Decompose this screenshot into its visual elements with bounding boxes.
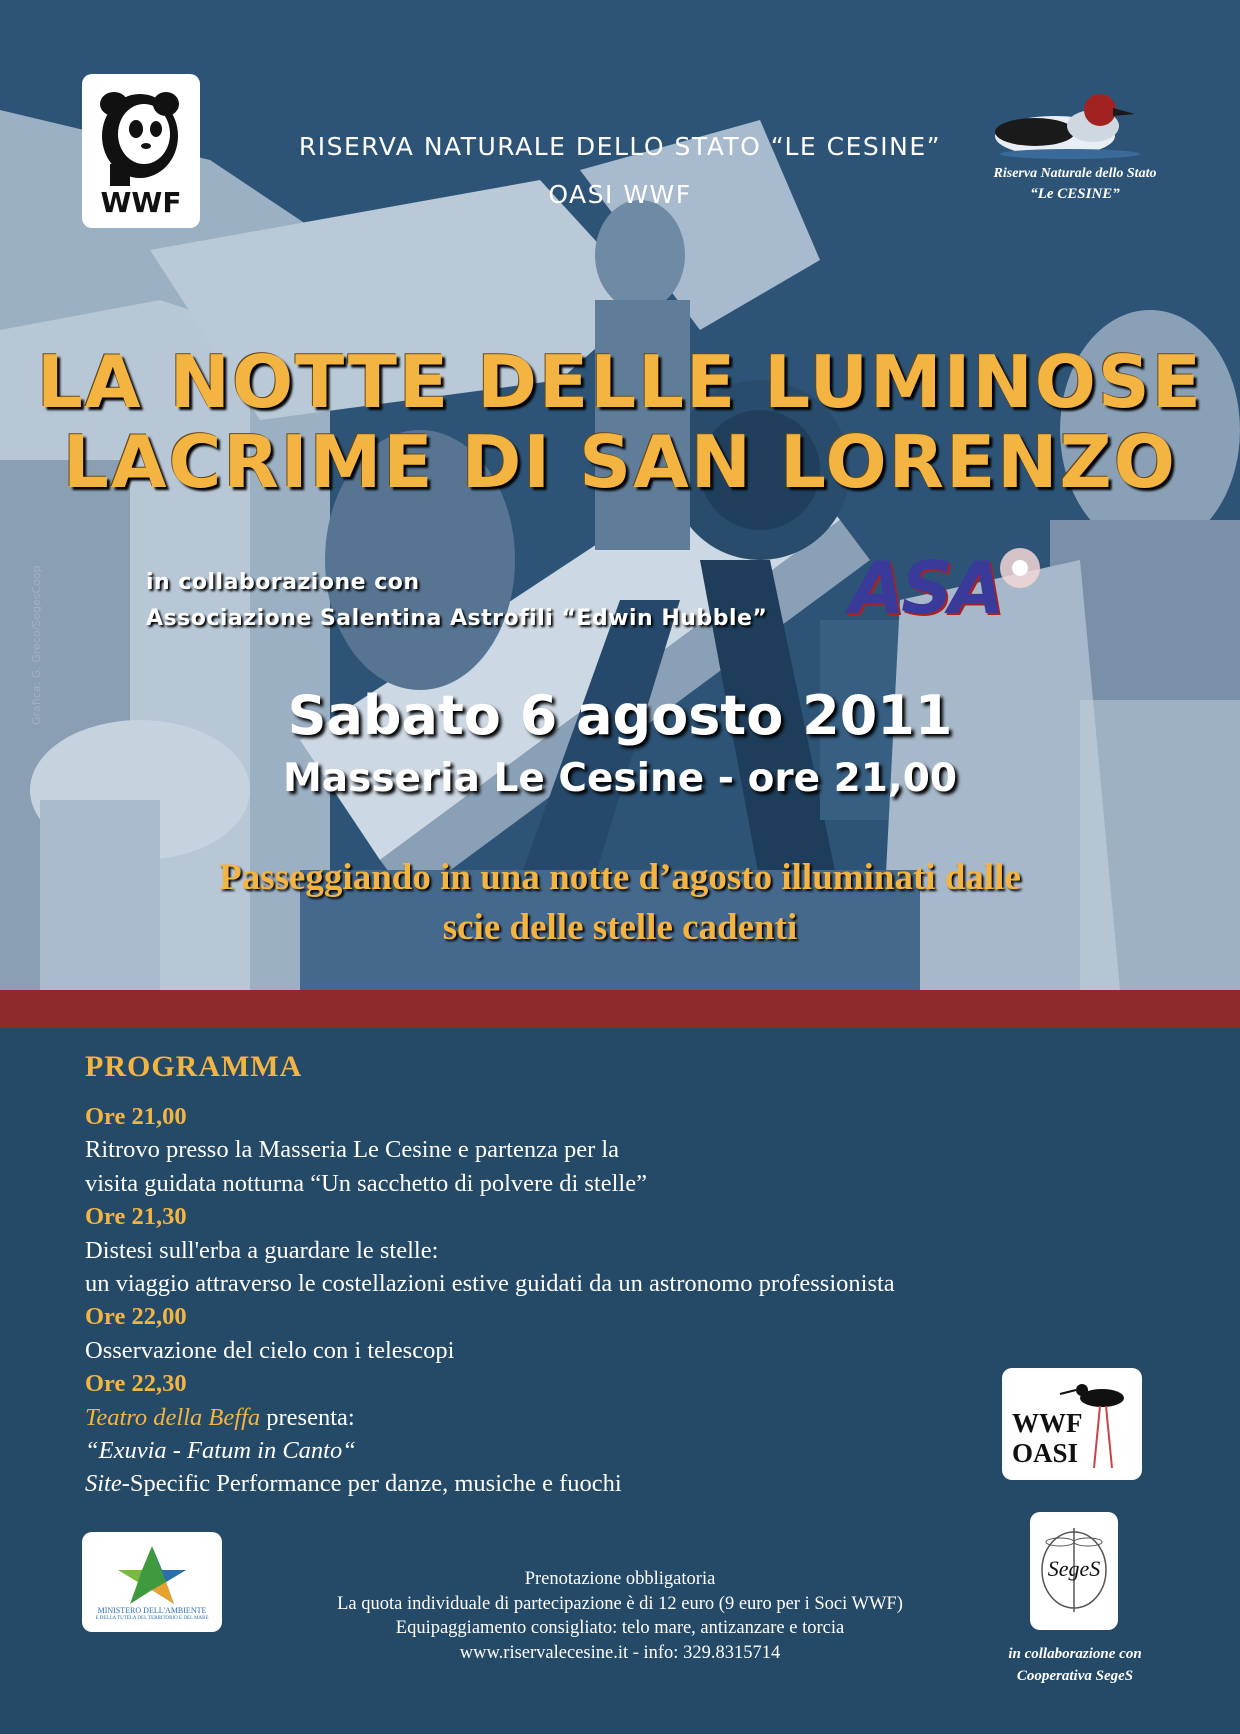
program-item-4-line-1 — [85, 1401, 895, 1434]
red-divider-band — [0, 990, 1240, 1028]
site-word: Site — [85, 1470, 122, 1498]
programma-list — [85, 1100, 895, 1501]
footer-contact: www.riservalecesine.it - info: 329.8315714 — [459, 1642, 781, 1663]
title-line-1: LA NOTTE DELLE LUMINOSE — [37, 340, 1203, 424]
asa-logo — [820, 540, 1050, 630]
footer-price: La quota individuale di partecipazione è di 12 euro (9 euro per i Soci WWF) — [337, 1593, 903, 1614]
program-item-4-show: “Exuvia - Fatum in Canto“ — [85, 1437, 356, 1465]
collaboration-line-2: Associazione Salentina Astrofili “Edwin Hubble” — [146, 606, 768, 631]
seges-credit-line-2: Cooperativa SegeS — [1016, 1668, 1134, 1684]
footer-equipment: Equipaggiamento consigliato: telo mare, antizanzare e torcia — [395, 1618, 845, 1638]
program-time-1: Ore 21,00 — [85, 1103, 187, 1130]
ministero-line-2: E DELLA TUTELA DEL TERRITORIO E DEL MARE — [95, 1616, 209, 1621]
reserve-logo — [975, 88, 1175, 208]
program-item-2-line-2: un viaggio attraverso le costellazioni estive guidati da un astronomo professionista — [85, 1270, 895, 1298]
performance-description: -Specific Performance per danze, musiche e fuochi — [121, 1470, 622, 1498]
event-date: Sabato 6 agosto 2011 — [287, 684, 953, 747]
header-line-2: OASI WWF — [548, 180, 692, 209]
program-item-3-line-1: Osservazione del cielo con i telescopi — [85, 1336, 455, 1364]
duck-icon — [975, 88, 1175, 168]
seges-logo — [1030, 1512, 1118, 1630]
theatre-company-name: Teatro della Beffa — [85, 1403, 261, 1431]
seges-logo-text: SegeS — [1047, 1556, 1101, 1581]
reserve-logo-line-2: “Le CESINE” — [1030, 186, 1120, 202]
graphic-credit: Grafica: G. Greco/SegesCoop — [30, 565, 43, 725]
event-place: Masseria Le Cesine - ore 21,00 — [282, 756, 957, 801]
wwf-oasi-line-1: WWF — [1012, 1408, 1083, 1438]
program-item-1-line-1: Ritrovo presso la Masseria Le Cesine e partenza per la — [85, 1136, 620, 1164]
wwf-oasi-logo — [1002, 1368, 1142, 1480]
seges-credit — [970, 1643, 1180, 1687]
footer-booking: Prenotazione obbligatoria — [524, 1569, 716, 1589]
header-line-1: RISERVA NATURALE DELLO STATO “LE CESINE” — [298, 132, 942, 161]
seges-credit-line-1: in collaborazione con — [1008, 1646, 1142, 1662]
program-item-2-line-1: Distesi sull'erba a guardare le stelle: — [85, 1236, 439, 1264]
asa-logo-text: ASA — [849, 546, 1001, 630]
wwf-logo-text: WWF — [100, 186, 182, 219]
title-line-2: LACRIME DI SAN LORENZO — [63, 420, 1177, 504]
program-item-4-line-3 — [85, 1467, 895, 1500]
program-time-4: Ore 22,30 — [85, 1370, 187, 1398]
wwf-logo — [82, 74, 200, 228]
collaboration-line-1: in collaborazione con — [146, 570, 420, 595]
subtitle-line-2: scie delle stelle cadenti — [442, 907, 798, 948]
subtitle-line-1: Passeggiando in una notte d’agosto illuminati dalle — [219, 857, 1021, 898]
program-time-3: Ore 22,00 — [85, 1303, 187, 1331]
program-time-2: Ore 21,30 — [85, 1203, 187, 1231]
presents-text: presenta: — [260, 1403, 355, 1431]
reserve-logo-line-1: Riserva Naturale dello Stato — [993, 166, 1157, 181]
programma-heading: PROGRAMMA — [85, 1050, 303, 1083]
ministero-line-1: MINISTERO DELL'AMBIENTE — [97, 1606, 207, 1615]
wwf-oasi-line-2: OASI — [1012, 1438, 1079, 1468]
footer-info — [200, 1567, 1040, 1665]
program-item-1-line-2: visita guidata notturna “Un sacchetto di polvere di stelle” — [85, 1169, 647, 1197]
